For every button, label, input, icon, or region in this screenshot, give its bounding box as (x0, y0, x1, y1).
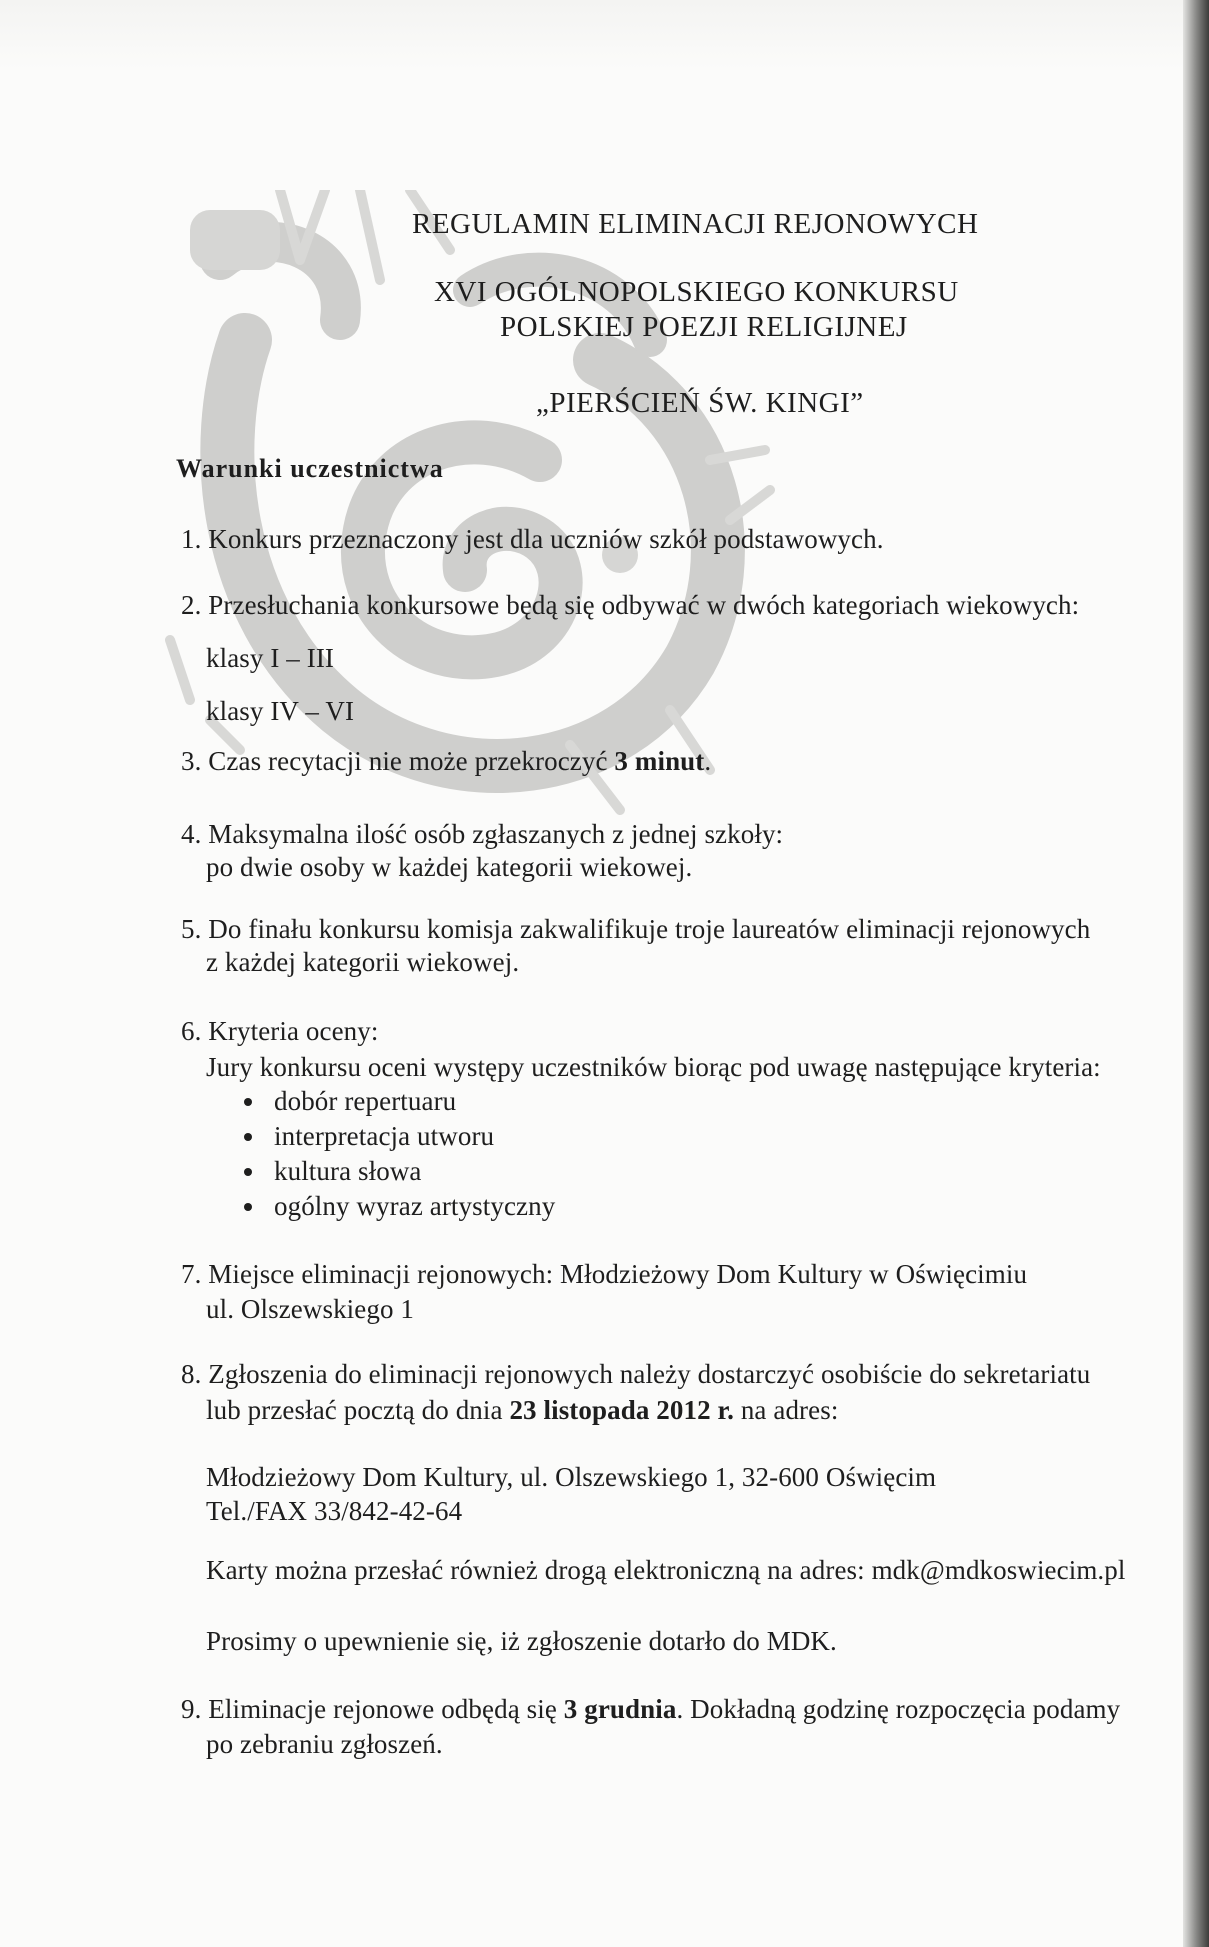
rule-item-6-line-2: Jury konkursu oceni występy uczestników biorąc pod uwagę następujące kryteria: (206, 1052, 1101, 1082)
bullet-icon (244, 1168, 252, 1176)
rule-item-9-end: . Dokładną godzinę rozpoczęcia podamy (676, 1694, 1121, 1724)
rule-item-9-line-1 (181, 1692, 1120, 1726)
rule-item-3 (181, 744, 711, 778)
age-category-1: klasy I – III (206, 643, 335, 673)
title-line-1: REGULAMIN ELIMINACJI REJONOWYCH (412, 208, 979, 240)
rule-item-8-line-1: 8. Zgłoszenia do eliminacji rejonowych należy dostarczyć osobiście do sekretariatu (181, 1359, 1091, 1389)
criteria-item-text: dobór repertuaru (274, 1086, 457, 1116)
criteria-item (244, 1119, 494, 1153)
rule-item-9-text: 9. Eliminacje rejonowe odbędą się (181, 1694, 564, 1724)
rule-item-7-line-2: ul. Olszewskiego 1 (206, 1294, 415, 1324)
confirm-line: Prosimy o upewnienie się, iż zgłoszenie dotarło do MDK. (206, 1626, 837, 1656)
criteria-item-text: kultura słowa (274, 1156, 422, 1186)
section-heading: Warunki uczestnictwa (176, 454, 444, 483)
event-date: 3 grudnia (563, 1694, 677, 1724)
scan-shadow-top (0, 0, 1209, 70)
criteria-item-text: interpretacja utworu (274, 1121, 495, 1151)
rule-item-2: 2. Przesłuchania konkursowe będą się odbywać w dwóch kategoriach wiekowych: (181, 590, 1080, 620)
rule-item-6-line-1: 6. Kryteria oceny: (181, 1016, 379, 1046)
rule-item-4-line-2: po dwie osoby w każdej kategorii wiekowej. (206, 852, 693, 882)
address-line-2: Tel./FAX 33/842-42-64 (206, 1496, 463, 1526)
title-line-3: POLSKIEJ POEZJI RELIGIJNEJ (500, 311, 908, 343)
title-line-4: „PIERŚCIEŃ ŚW. KINGI” (536, 387, 864, 419)
rule-item-8-text: lub przesłać pocztą do dnia (206, 1395, 510, 1425)
bullet-icon (244, 1133, 252, 1141)
deadline-date: 23 listopada 2012 r. (509, 1395, 734, 1425)
email-line: Karty można przesłać również drogą elektroniczną na adres: mdk@mdkoswiecim.pl (206, 1555, 1126, 1585)
rule-item-5-line-2: z każdej kategorii wiekowej. (206, 947, 520, 977)
scan-binding-edge (1183, 0, 1209, 1947)
rule-item-3-duration: 3 minut (614, 746, 705, 776)
rule-item-8-line-2 (206, 1393, 838, 1427)
bullet-icon (244, 1203, 252, 1211)
rule-item-1: 1. Konkurs przeznaczony jest dla uczniów szkół podstawowych. (181, 524, 884, 554)
criteria-item (244, 1084, 456, 1118)
title-line-2: XVI OGÓLNOPOLSKIEGO KONKURSU (434, 276, 959, 308)
rule-item-3-text: 3. Czas recytacji nie może przekroczyć (181, 746, 615, 776)
age-category-2: klasy IV – VI (206, 696, 355, 726)
rule-item-4-line-1: 4. Maksymalna ilość osób zgłaszanych z jednej szkoły: (181, 819, 784, 849)
rule-item-5-line-1: 5. Do finału konkursu komisja zakwalifikuje troje laureatów eliminacji rejonowych (181, 914, 1091, 944)
criteria-item-text: ogólny wyraz artystyczny (274, 1191, 556, 1221)
rule-item-3-end: . (704, 746, 712, 776)
criteria-item (244, 1154, 422, 1188)
rule-item-7-line-1: 7. Miejsce eliminacji rejonowych: Młodzieżowy Dom Kultury w Oświęcimiu (181, 1259, 1028, 1289)
rule-item-8-end: na adres: (733, 1395, 839, 1425)
bullet-icon (244, 1098, 252, 1106)
rule-item-9-line-2: po zebraniu zgłoszeń. (206, 1729, 443, 1759)
address-line-1: Młodzieżowy Dom Kultury, ul. Olszewskiego 1, 32-600 Oświęcim (206, 1462, 937, 1492)
criteria-item (244, 1189, 555, 1223)
